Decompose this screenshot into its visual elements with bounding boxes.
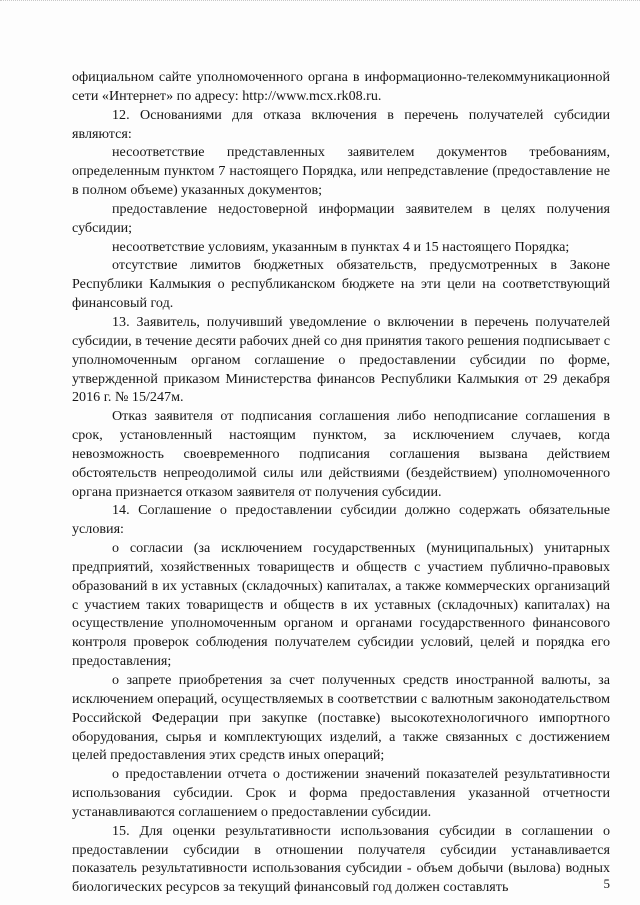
paragraph-report: о предоставлении отчета о достижении значений показателей результативности использования субсидии. Срок и форма предоставления указанной отчетности устанавливаются соглашением о предоставлении субсидии. <box>72 766 610 820</box>
paragraph-item-12: 12. Основаниями для отказа включения в перечень получателей субсидии являются: <box>72 106 610 142</box>
paragraph-refusal: Отказ заявителя от подписания соглашения либо неподписание соглашения в срок, установленный настоящим пунктом, за исключением случаев, когда невозможность своевременного подписания соглашения вызвана действием обстоятельств непреодолимой силы или действиями (бездействием) уполномоченного органа признается отказом заявителя от получения субсидии. <box>72 408 610 500</box>
paragraph-reason-limits: отсутствие лимитов бюджетных обязательств, предусмотренных в Законе Республики Калмыкия о республиканском бюджете на эти цели на соответствующий финансовый год. <box>72 257 610 312</box>
paragraph-item-13: 13. Заявитель, получивший уведомление о включении в перечень получателей субсидии, в течение десяти рабочих дней со дня принятия такого решения подписывает с уполномоченным органом соглашение о предоставлении субсидии по форме, утвержденной приказом Министерства финансов Республики Калмыкия от 29 декабря 2016 г. № 15/247м. <box>72 313 610 406</box>
paragraph-reason-false-info: предоставление недостоверной информации заявителем в целях получения субсидии; <box>72 200 610 236</box>
paragraph-continuation: официальном сайте уполномоченного органа в информационно-телекоммуникационной сети «Интернет» по адресу: http://www.mcx.rk08.ru. <box>72 69 610 104</box>
paragraph-currency-ban: о запрете приобретения за счет полученных средств иностранной валюты, за исключением операций, осуществляемых в соответствии с валютным законодательством Российской Федерации при закупке (поставке) высокотехнологичного импортного оборудования, сырья и комплектующих изделий, а также связанных с достижением целей предоставления этих средств иных операций; <box>72 672 610 764</box>
scan-edge <box>0 0 640 11</box>
document-body <box>72 68 610 897</box>
paragraph-item-15: 15. Для оценки результативности использования субсидии в соглашении о предоставлении субсидии в отношении получателя субсидии устанавливается показатель результативности использования субсидии - объем добычи (вылова) водных биологических ресурсов за текущий финансовый год должен составлять <box>72 822 610 896</box>
paragraph-reason-conditions: несоответствие условиям, указанным в пунктах 4 и 15 настоящего Порядка; <box>112 238 570 255</box>
paragraph-consent: о согласии (за исключением государственных (муниципальных) унитарных предприятий, хозяйственных товариществ и обществ с участием публично-правовых образований в их уставных (складочных) капиталах, а также коммерческих организаций с участием таких товариществ и обществ в их уставных (складочных) капиталах) на осуществление уполномоченным органом и органами государственного финансового контроля проверок соблюдения получателем субсидии условий, целей и порядка его предоставления; <box>72 540 610 670</box>
paragraph-reason-documents: несоответствие представленных заявителем документов требованиям, определенным пунктом 7 настоящего Порядка, или непредставление (предоставление не в полном объеме) указанных документов; <box>72 144 610 199</box>
page-number: 5 <box>603 876 610 891</box>
paragraph-item-14: 14. Соглашение о предоставлении субсидии должно содержать обязательные условия: <box>72 502 610 538</box>
